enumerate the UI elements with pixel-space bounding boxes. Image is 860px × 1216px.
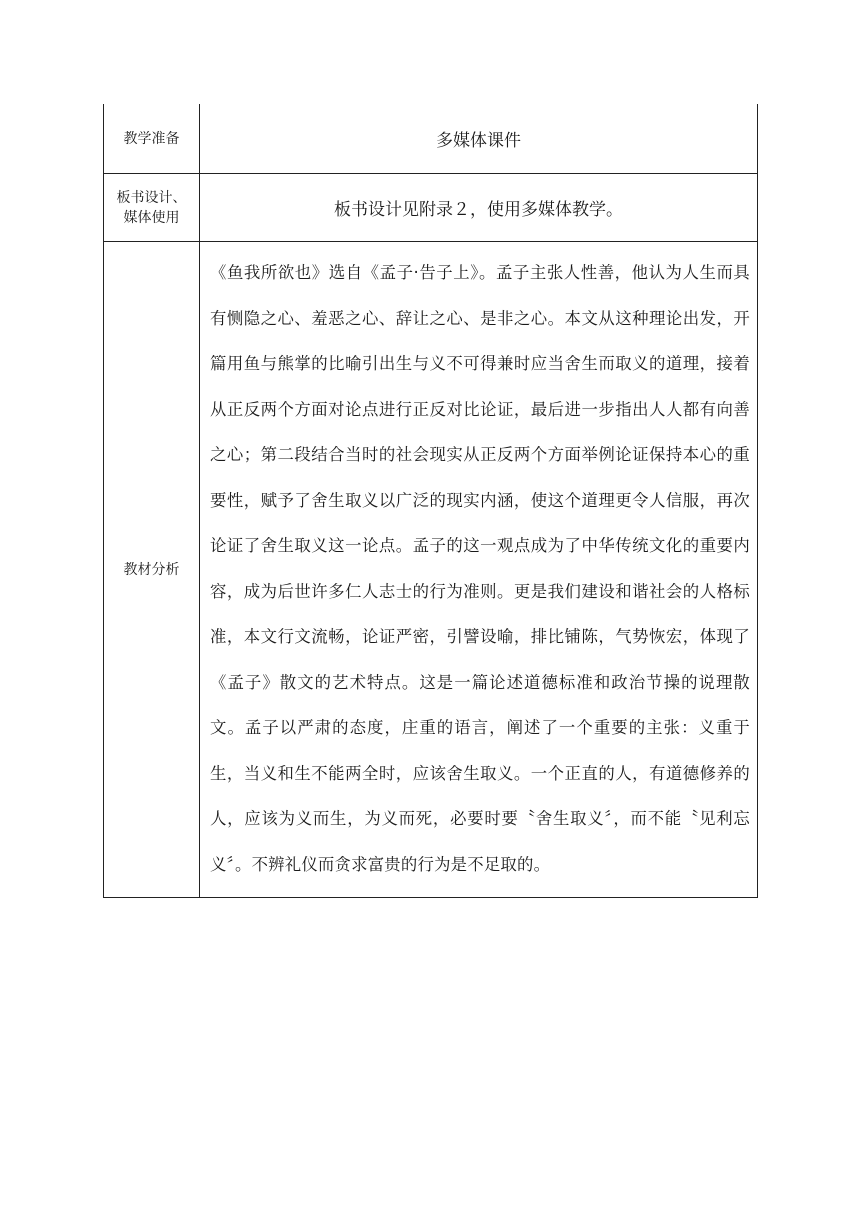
label-cell [104,242,200,898]
label-cell [104,104,200,174]
content-cell [200,242,758,898]
label-cell [104,174,200,242]
teaching-preparation-content: 多媒体课件 [436,131,521,151]
table-row-teaching-preparation [104,104,758,174]
table-row-material-analysis [104,242,758,898]
board-design-label-line2: 媒体使用 [123,209,180,226]
table-row-board-design [104,174,758,242]
content-cell [200,174,758,242]
lesson-plan-table [103,104,758,898]
content-cell [200,104,758,174]
teaching-preparation-label: 教学准备 [123,130,180,147]
material-analysis-label: 教材分析 [123,561,180,578]
material-analysis-content: 《鱼我所欲也》选自《孟子·告子上》。孟子主张人性善，他认为人生而具有恻隐之心、羞恶之心、辞让之心、是非之心。本文从这种理论出发，开篇用鱼与熊掌的比喻引出生与义不可得兼时应当舍生而取义的道理，接着从正反两个方面对论点进行正反对比论证，最后进一步指出人人都有向善之心；第二段结合当时的社会现实从正反两个方面举例论证保持本心的重要性，赋予了舍生取义以广泛的现实内涵，使这个道理更令人信服，再次论证了舍生取义这一论点。孟子的这一观点成为了中华传统文化的重要内容，成为后世许多仁人志士的行为准则。更是我们建设和谐社会的人格标准，本文行文流畅，论证严密，引譬设喻，排比铺陈，气势恢宏，体现了《孟子》散文的艺术特点。这是一篇论述道德标准和政治节操的说理散文。孟子以严肃的态度，庄重的语言，阐述了一个重要的主张：义重于生，当义和生不能两全时，应该舍生取义。一个正直的人，有道德修养的人，应该为义而生，为义而死，必要时要〝舍生取义〞，而不能〝见利忘义〞。不辨礼仪而贪求富贵的行为是不足取的。 [210,263,750,874]
board-design-label [104,188,199,228]
board-design-content: 板书设计见附录２，使用多媒体教学。 [334,200,623,220]
board-design-label-line1: 板书设计、 [116,189,187,206]
